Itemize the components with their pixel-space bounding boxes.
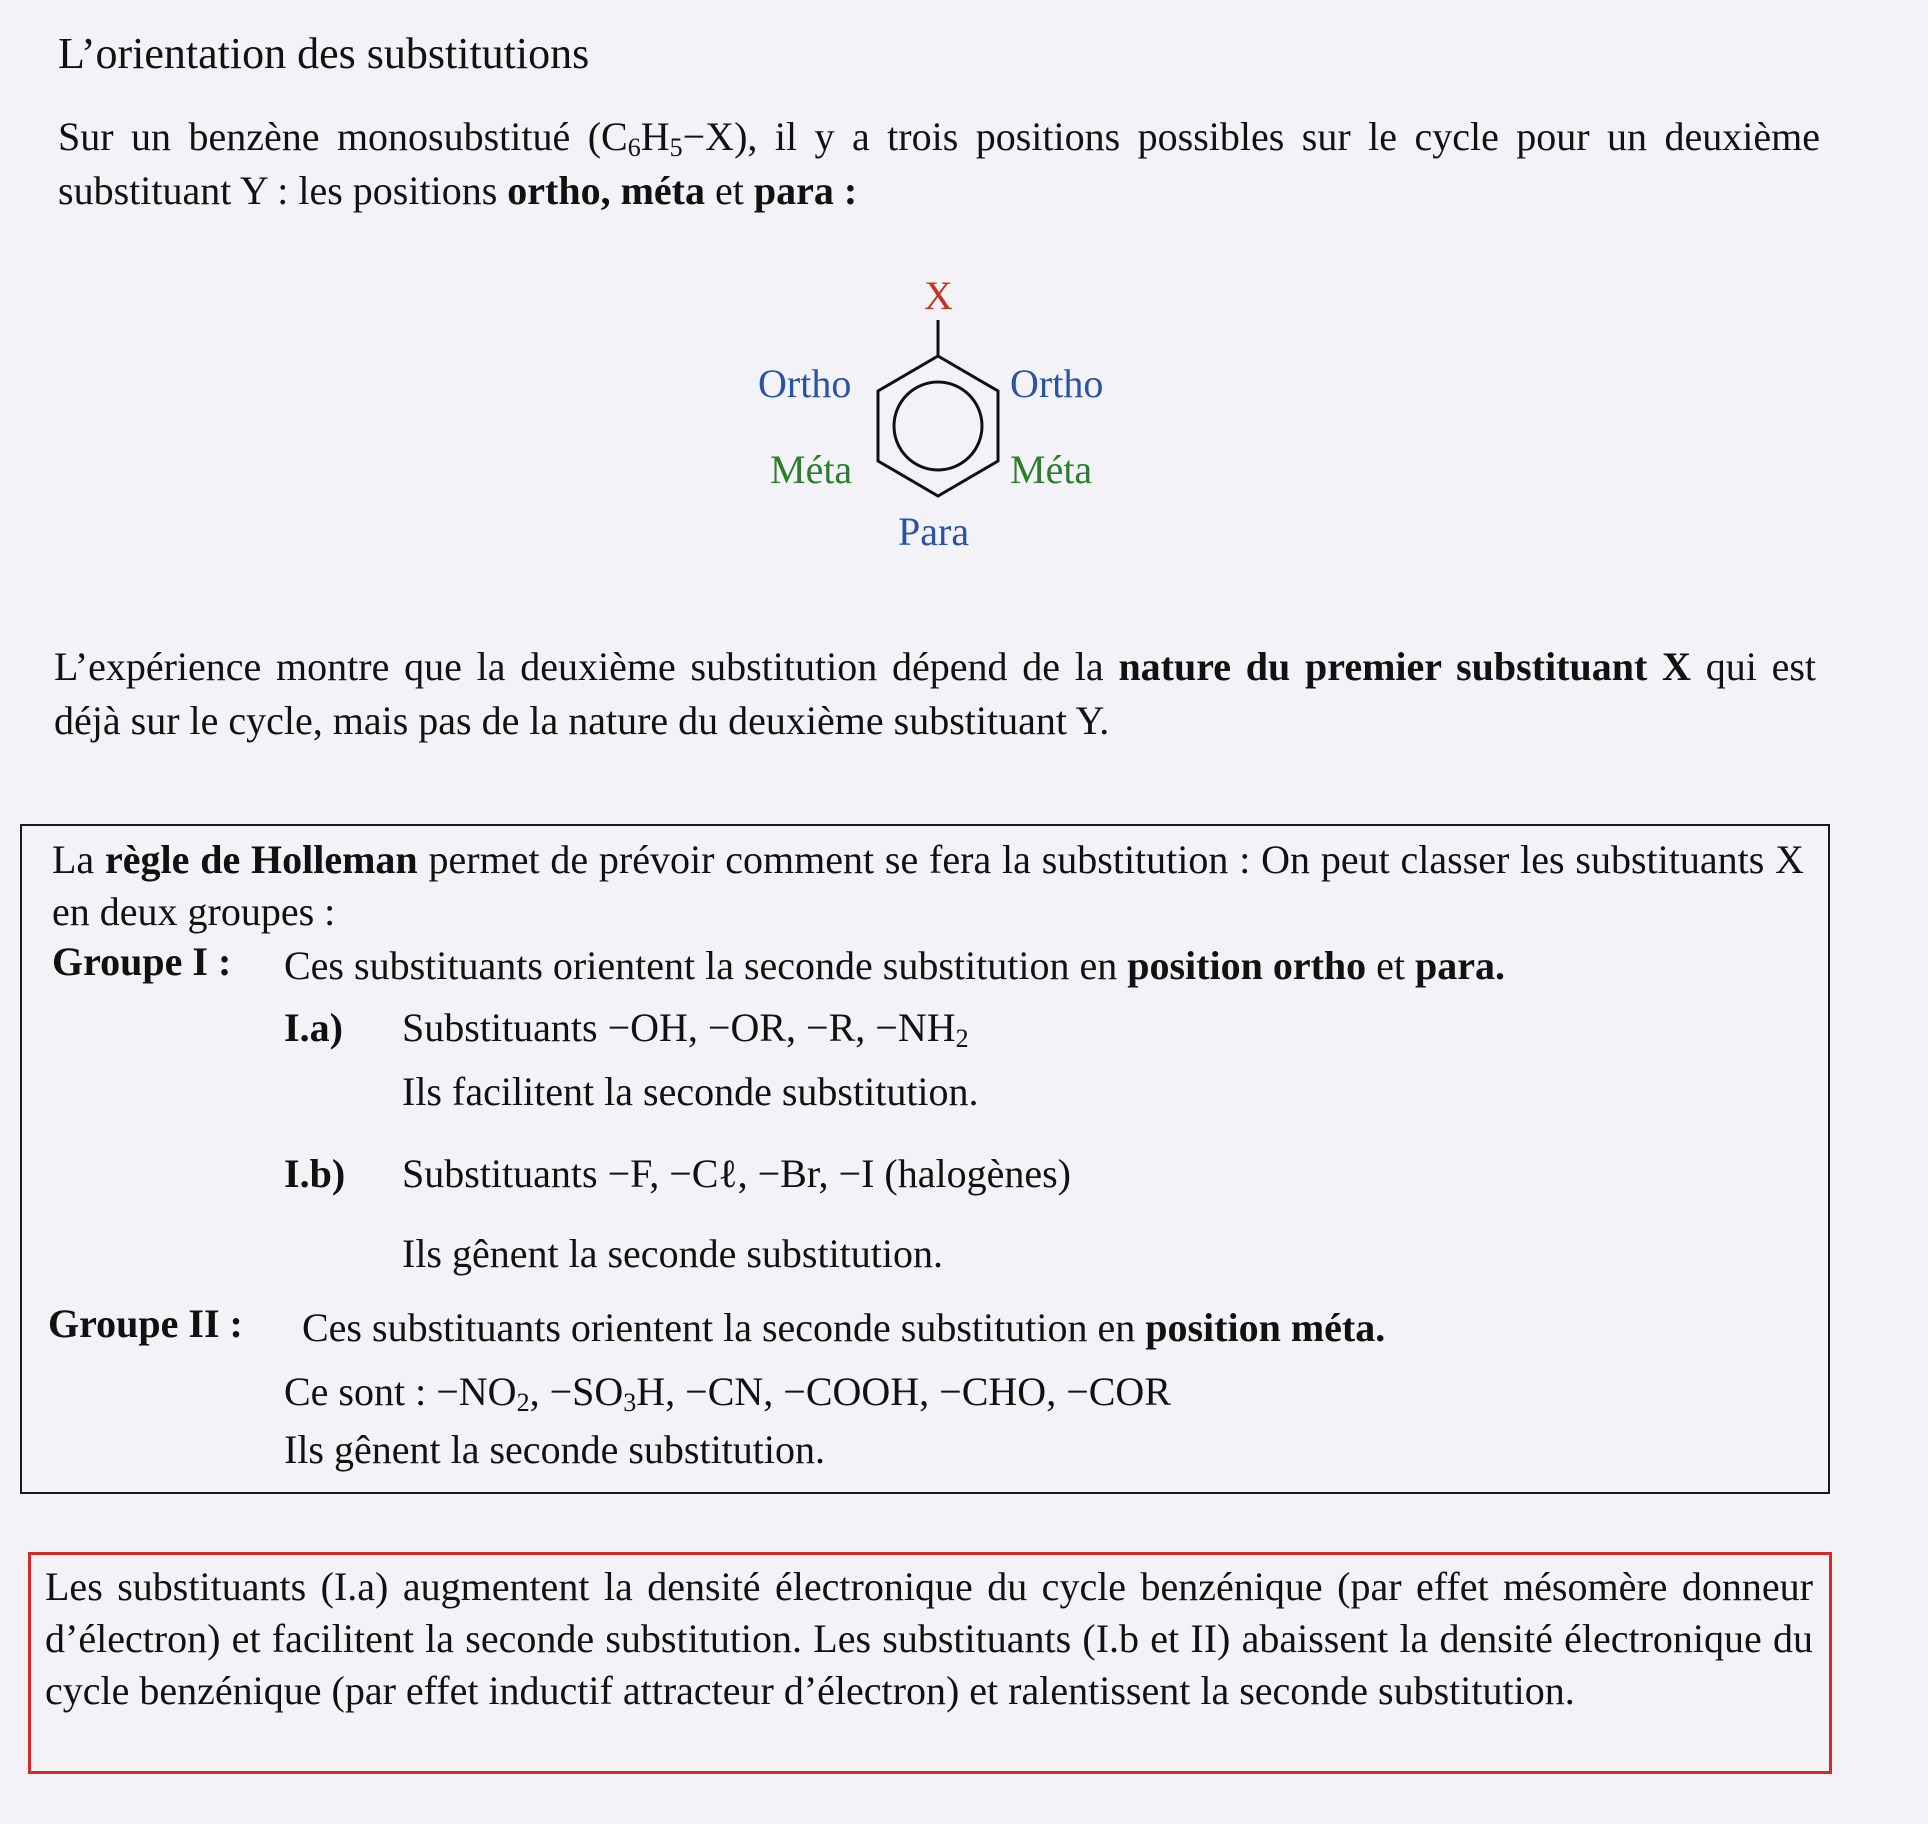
intro-text: et xyxy=(705,168,754,213)
subscript: 2 xyxy=(516,1388,530,1417)
group1-bold: para. xyxy=(1415,943,1506,988)
group2-list-text: H, −CN, −COOH, −CHO, −COR xyxy=(636,1369,1171,1414)
group2-label xyxy=(48,1300,243,1347)
group1-text: et xyxy=(1366,943,1416,988)
intro-text: Sur un benzène monosubstitué (C xyxy=(58,114,628,159)
intro-bold: para : xyxy=(753,168,858,213)
meta-right-label: Méta xyxy=(1010,447,1093,492)
intro-text: −X), il y a trois positions possibles sur le cycle pour un deuxième substituant Y : les positions xyxy=(58,114,1820,213)
ia-label-text: I.a) xyxy=(284,1005,343,1050)
group2-list xyxy=(284,1368,1171,1415)
conclusion-box xyxy=(28,1552,1832,1774)
experience-text: qui est déjà sur le cycle, mais pas de la nature du deuxième substituant Y. xyxy=(54,644,1817,743)
group1-bold: position ortho xyxy=(1127,943,1367,988)
subscript: 6 xyxy=(627,133,641,162)
group2-effect: Ils gênent la seconde substitution. xyxy=(284,1427,826,1472)
group1-label-text: Groupe I : xyxy=(52,939,232,984)
ia-label xyxy=(284,1004,343,1051)
intro-paragraph xyxy=(58,110,1820,218)
benzene-diagram xyxy=(740,273,1140,568)
holleman-bold: règle de Holleman xyxy=(105,837,418,882)
para-label: Para xyxy=(898,509,970,554)
ib-substituants: Substituants −F, −Cℓ, −Br, −I (halogènes) xyxy=(402,1151,1072,1196)
ib-label-text: I.b) xyxy=(284,1151,346,1196)
group2-label-text: Groupe II : xyxy=(48,1301,243,1346)
group2-bold: position méta. xyxy=(1145,1305,1386,1350)
subscript: 5 xyxy=(669,133,683,162)
page-title: L’orientation des substitutions xyxy=(58,29,590,78)
intro-bold: ortho, méta xyxy=(507,168,705,213)
experience-text: L’expérience montre que la deuxième substitution dépend de la xyxy=(54,644,1119,689)
experience-paragraph xyxy=(54,640,1816,748)
group2-text: Ces substituants orientent la seconde substitution en xyxy=(302,1305,1146,1350)
group1-description xyxy=(284,942,1505,989)
holleman-text: La xyxy=(52,837,106,882)
ia-effect: Ils facilitent la seconde substitution. xyxy=(402,1069,979,1114)
ia-text: Substituants −OH, −OR, −R, −NH xyxy=(402,1005,956,1050)
conclusion-text: Les substituants (I.a) augmentent la densité électronique du cycle benzénique (par effet mésomère donneur d’électron) et facilitent la seconde substitution. Les substituants (I.b et II) abaissent la densité électronique du cycle benzénique (par effet inductif attracteur d’électron) et ralentissent la seconde substitution. xyxy=(45,1564,1813,1713)
ia-substituants xyxy=(402,1004,969,1051)
group2-list-text: Ce sont : −NO xyxy=(284,1369,517,1414)
meta-left-label: Méta xyxy=(770,447,853,492)
subscript: 3 xyxy=(623,1388,637,1417)
ib-label xyxy=(284,1150,345,1197)
holleman-rule-box xyxy=(20,824,1830,1494)
holleman-text: permet de prévoir comment se fera la substitution : On peut classer les substituants X en deux groupes : xyxy=(52,837,1805,934)
group1-text: Ces substituants orientent la seconde substitution en xyxy=(284,943,1128,988)
ortho-right-label: Ortho xyxy=(1010,361,1104,406)
aromatic-circle xyxy=(894,382,982,470)
holleman-intro xyxy=(52,834,1804,938)
subscript: 2 xyxy=(955,1024,969,1053)
group1-label xyxy=(52,938,231,985)
intro-text: H xyxy=(640,114,670,159)
ib-effect: Ils gênent la seconde substitution. xyxy=(402,1231,944,1276)
ortho-left-label: Ortho xyxy=(758,361,852,406)
experience-bold: nature du premier substituant X xyxy=(1118,644,1691,689)
group2-list-text: , −SO xyxy=(529,1369,624,1414)
x-label: X xyxy=(924,273,953,318)
group2-description xyxy=(302,1304,1385,1351)
hexagon xyxy=(878,356,998,496)
